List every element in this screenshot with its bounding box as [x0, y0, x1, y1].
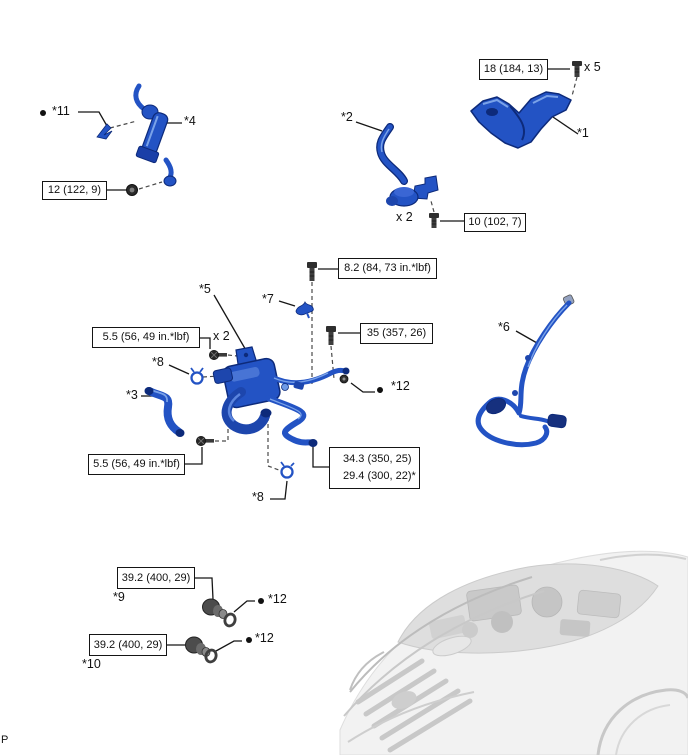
part-label-12-plug-upper: *12: [268, 592, 287, 606]
torque-line-2: 29.4 (300, 22)*: [343, 470, 416, 482]
part-label-8-lower: *8: [252, 490, 264, 504]
torque-box-bracket-bolt: 18 (184, 13): [479, 59, 548, 80]
part-label-2: *2: [341, 110, 353, 124]
clip-part-7: [296, 302, 313, 318]
bullet-marker: [246, 637, 252, 643]
bullet-marker: [40, 110, 46, 116]
clip-part-11: [97, 124, 112, 139]
torque-box-plug-lower: 39.2 (400, 29): [89, 634, 167, 656]
quantity-label-pipe: x 2: [396, 210, 413, 224]
bracket-part: [471, 92, 571, 148]
torque-box-union-bolt: 35 (357, 26): [360, 323, 433, 344]
part-label-3: *3: [126, 388, 138, 402]
bolt-icon-clip: [307, 262, 317, 281]
part-label-4: *4: [184, 114, 196, 128]
bolt-icon-bracket: [572, 61, 582, 77]
quantity-label-bracket: x 5: [584, 60, 601, 74]
torque-box-plug-upper: 39.2 (400, 29): [117, 567, 195, 589]
part-label-1: *1: [577, 126, 589, 140]
torque-box-valve-screw-upper: 5.5 (56, 49 in.*lbf): [92, 327, 200, 348]
drain-plug-upper: [203, 599, 228, 619]
torque-box-pipe-bolt: 10 (102, 7): [464, 213, 526, 232]
vent-pipe-part: [380, 127, 438, 206]
part-label-11: *11: [52, 104, 70, 118]
grommet-icon: [340, 375, 348, 383]
torque-box-clip-bolt: 8.2 (84, 73 in.*lbf): [338, 258, 437, 279]
hose-part-3: [145, 387, 185, 437]
torque-box-fuel-hose: [329, 447, 420, 489]
nut-icon: [127, 185, 138, 196]
torque-box-sensor-nut: 12 (122, 9): [42, 181, 107, 200]
bullet-marker: [377, 387, 383, 393]
part-label-6: *6: [498, 320, 510, 334]
part-label-5: *5: [199, 282, 211, 296]
bullet-marker: [258, 598, 264, 604]
part-label-10: *10: [82, 657, 101, 671]
screw-icon-upper: [209, 350, 227, 359]
bolt-icon-pipe: [429, 213, 439, 228]
part-label-7: *7: [262, 292, 274, 306]
page-corner-mark: P: [1, 734, 9, 746]
part-label-12-center: *12: [391, 379, 410, 393]
clamp-part-upper: [191, 368, 203, 384]
part-label-9: *9: [113, 590, 125, 604]
wire-harness-part: [478, 294, 574, 444]
vehicle-locator-illustration: [340, 551, 688, 755]
sensor-part: [136, 86, 176, 186]
valve-assembly-part: [213, 347, 350, 447]
part-label-12-plug-lower: *12: [255, 631, 274, 645]
torque-box-valve-screw-lower: 5.5 (56, 49 in.*lbf): [88, 454, 185, 475]
part-label-8-upper: *8: [152, 355, 164, 369]
clamp-part-lower: [281, 462, 294, 478]
bolt-icon-union: [326, 326, 336, 345]
torque-line-1: 34.3 (350, 25): [343, 453, 412, 465]
screw-icon-lower: [196, 436, 214, 445]
quantity-label-valve: x 2: [213, 329, 230, 343]
